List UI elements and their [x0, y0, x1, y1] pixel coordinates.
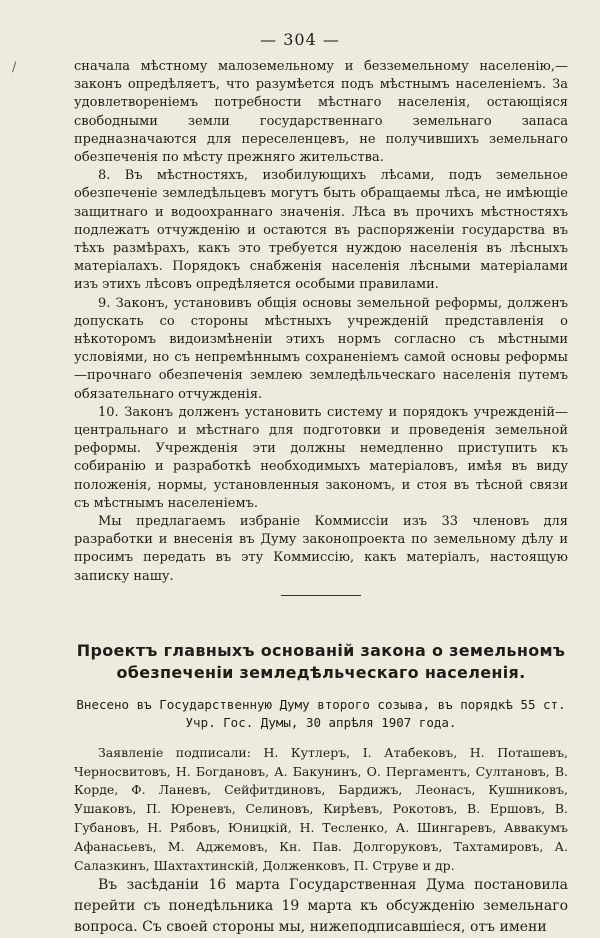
submission-note: [74, 696, 568, 732]
section-divider: [281, 595, 361, 596]
signatories-paragraph: Заявленіе подписали: Н. Кутлеръ, І. Атабековъ, Н. Поташевъ, Черносвитовъ, Н. Богдановъ, А. Бакунинъ, О. Пергаментъ, Султановъ, В. Корде, Ф. Ланевъ, Сейфитдиновъ, Бардижъ, Леонасъ, Кушниковъ, Ушаковъ, П. Юреневъ, Селиновъ, Кирѣевъ, Рокотовъ, В. Ершовъ, В. Губановъ, Н. Рябовъ, Юницкій, Н. Тесленко, А. Шингаревъ, Аввакумъ Афанасьевъ, М. Аджемовъ, Кн. Пав. Долгоруковъ, Тахтамировъ, А. Салазкинъ, Шахтахтинскій, Долженковъ, П. Струве и др.: [74, 744, 568, 873]
paragraph-proposal: Мы предлагаемъ избраніе Коммиссіи изъ 33 членовъ для разработки и внесенія въ Думу законопроекта по земельному дѣлу и просимъ передать въ эту Коммиссію, какъ матеріалъ, настоящую записку нашу.: [74, 514, 568, 584]
section-heading: Проектъ главныхъ основаній закона о земельномъ обезпеченіи земледѣльческаго населенія.: [76, 640, 566, 682]
final-paragraph: Въ засѣданіи 16 марта Государственная Дума постановила перейти съ понедѣльника 19 марта къ обсужденію земельнаго вопроса. Съ своей стороны мы, нижеподписавшіеся, отъ имени: [74, 877, 568, 936]
document-body: [74, 58, 568, 938]
paragraph-point-9: 9. Законъ, установивъ общія основы земельной реформы, долженъ допускать со стороны мѣстныхъ учрежденій представленія о нѣкоторомъ видоизмѣненіи этихъ нормъ согласно съ мѣстными условіями, но съ непремѣннымъ сохраненіемъ самой основы реформы—прочнаго обезпеченія землею земледѣльческаго населенія путемъ обязательнаго отчужденія.: [74, 295, 568, 402]
paragraph-point-8: 8. Въ мѣстностяхъ, изобилующихъ лѣсами, подъ земельное обезпеченіе земледѣльцевъ могутъ быть обращаемы лѣса, не имѣющіе защитнаго и водоохраннаго значенія. Лѣса въ прочихъ мѣстностяхъ подлежатъ отчужденію и остаются въ распоряженіи государства въ тѣхъ размѣрахъ, какъ это требуется нуждою населенія въ лѣсныхъ матеріалахъ. Порядокъ снабженія населенія лѣсными матеріалами изъ этихъ лѣсовъ опредѣляется особыми правилами.: [74, 168, 568, 293]
submission-note-line-1: Внесено въ Государственную Думу второго созыва, въ порядкѣ 55 ст.: [76, 696, 566, 712]
page-number: — 304 —: [260, 30, 340, 49]
paragraph-point-10: 10. Законъ долженъ установить систему и порядокъ учрежденій—центральнаго и мѣстнаго для подготовки и проведенія земельной реформы. Учрежденія эти должны немедленно приступить къ собиранію и разработкѣ необходимыхъ матеріаловъ, имѣя въ виду положенія, нормы, установленныя закономъ, и стоя въ тѣсной связи съ мѣстнымъ населеніемъ.: [74, 404, 568, 511]
submission-note-line-2: Учр. Гос. Думы, 30 апрѣля 1907 года.: [185, 714, 457, 730]
margin-mark: /: [12, 60, 17, 75]
paragraph-continuation: сначала мѣстному малоземельному и безземельному населенію,—законъ опредѣляетъ, что разумѣется подъ мѣстнымъ населеніемъ. За удовлетвореніемъ потребности мѣстнаго населенія, остающіяся свободными земли государственнаго земельнаго запаса предназначаются для переселенцевъ, не получившихъ земельнаго обезпеченія по мѣсту прежняго жительства.: [74, 59, 568, 166]
